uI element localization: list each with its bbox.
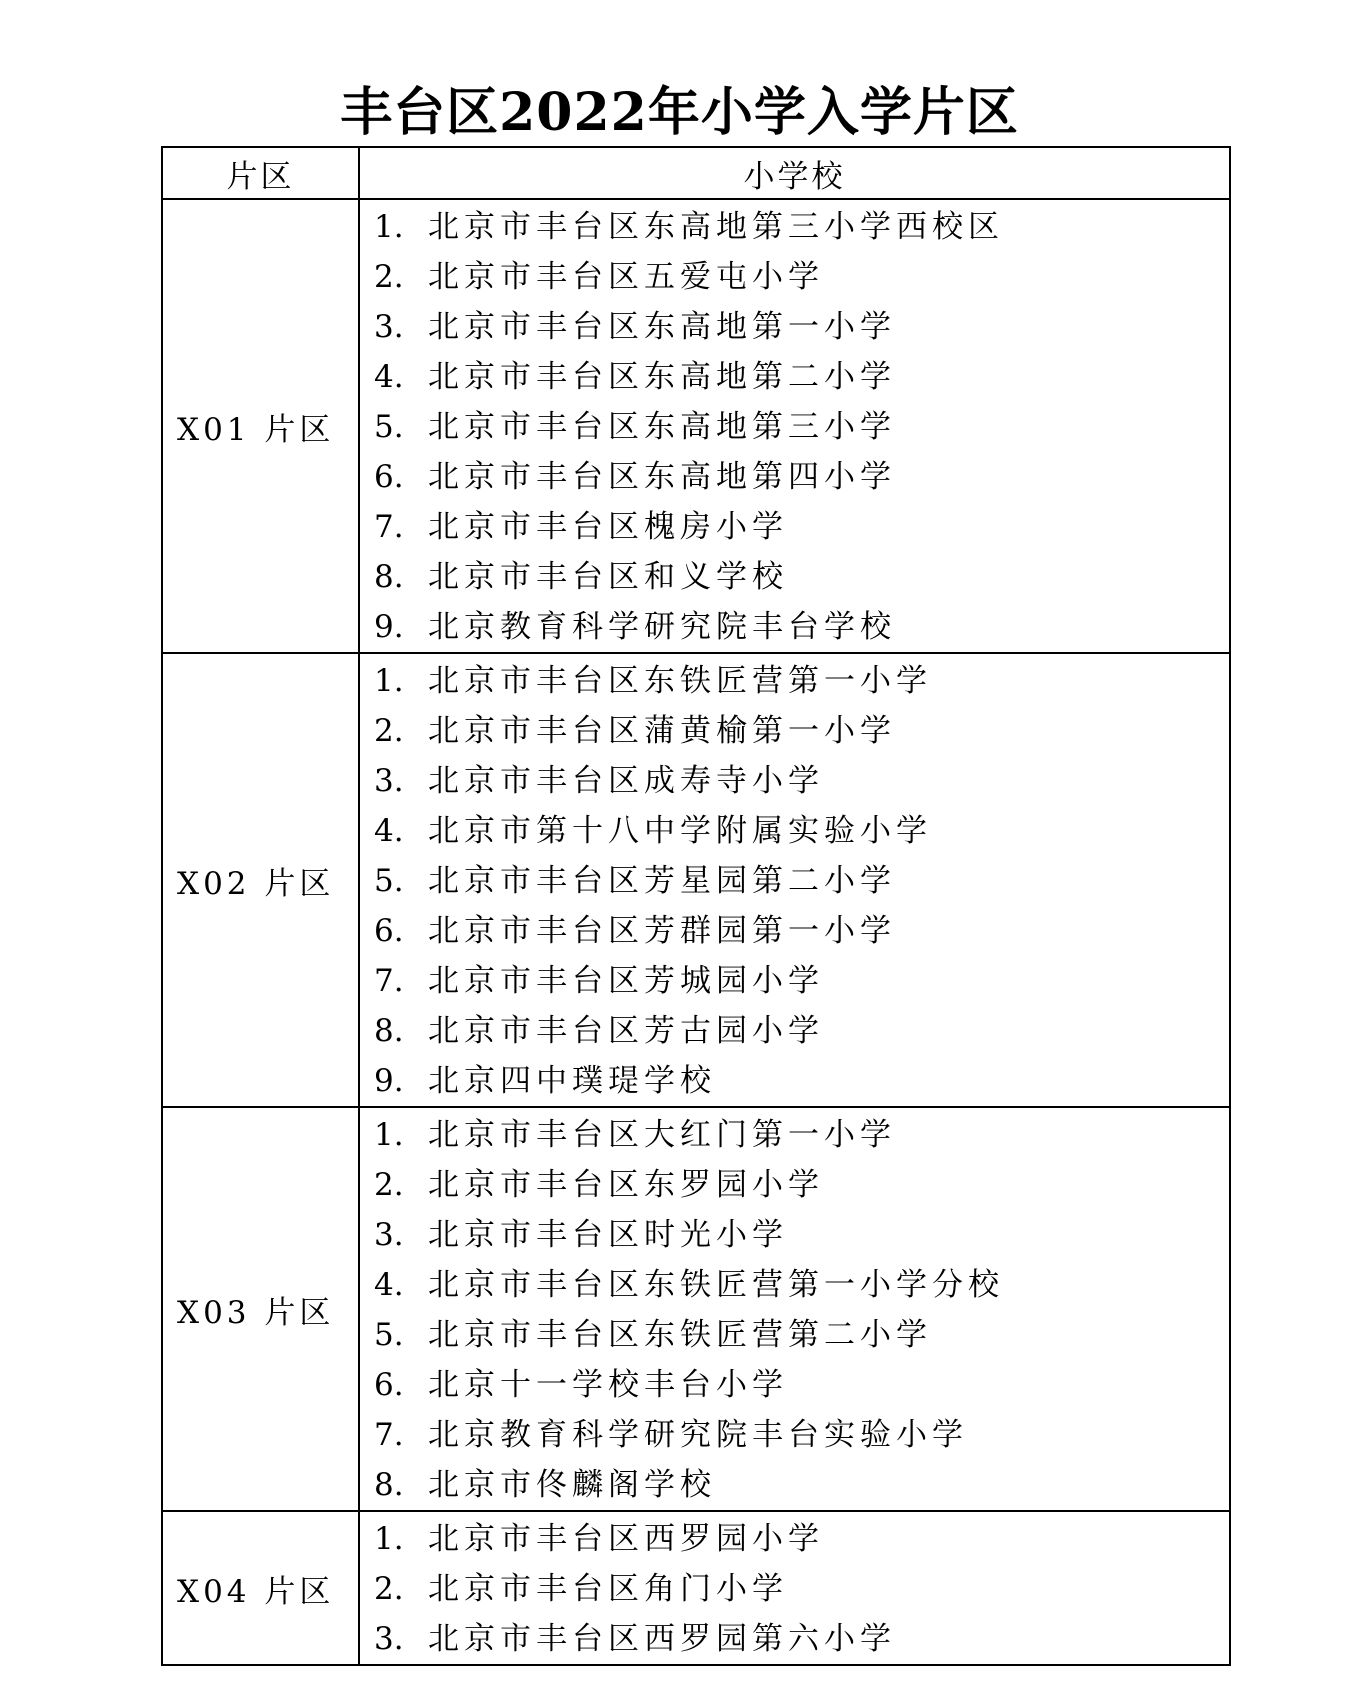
school-number: 4. — [374, 359, 404, 395]
school-item — [374, 956, 1229, 1006]
school-name: 北京市丰台区大红门第一小学 — [428, 1117, 896, 1153]
school-item — [374, 1410, 1229, 1460]
school-item — [374, 552, 1229, 602]
school-item — [374, 1514, 1229, 1564]
school-name: 北京市丰台区蒲黄榆第一小学 — [428, 713, 896, 749]
school-item — [374, 706, 1229, 756]
school-number: 3. — [374, 763, 404, 799]
school-item — [374, 1360, 1229, 1410]
school-name: 北京市丰台区西罗园第六小学 — [428, 1621, 896, 1657]
school-name: 北京市丰台区芳城园小学 — [428, 963, 824, 999]
school-number: 9. — [374, 609, 404, 645]
school-number: 1. — [374, 663, 404, 699]
school-number: 2. — [374, 259, 404, 295]
school-number: 3. — [374, 309, 404, 345]
school-item — [374, 856, 1229, 906]
table-body — [162, 199, 1230, 1665]
school-list — [374, 200, 1229, 652]
school-number: 1. — [374, 209, 404, 245]
zone-row — [162, 199, 1230, 653]
school-number: 9. — [374, 1063, 404, 1099]
school-item — [374, 1006, 1229, 1056]
school-item — [374, 252, 1229, 302]
school-item — [374, 1460, 1229, 1510]
school-name: 北京市丰台区东高地第三小学西校区 — [428, 209, 1004, 245]
school-number: 7. — [374, 1417, 404, 1453]
school-number: 8. — [374, 1013, 404, 1049]
district-table — [161, 146, 1231, 1666]
school-name: 北京市佟麟阁学校 — [428, 1467, 716, 1503]
school-list — [374, 1108, 1229, 1510]
school-name: 北京市丰台区东高地第二小学 — [428, 359, 896, 395]
school-name: 北京市丰台区角门小学 — [428, 1571, 788, 1607]
school-item — [374, 402, 1229, 452]
zone-schools — [359, 199, 1230, 653]
school-item — [374, 602, 1229, 652]
zone-row — [162, 1511, 1230, 1665]
school-item — [374, 352, 1229, 402]
school-number: 6. — [374, 459, 404, 495]
school-item — [374, 502, 1229, 552]
school-item — [374, 1564, 1229, 1614]
school-name: 北京市丰台区五爱屯小学 — [428, 259, 824, 295]
school-number: 8. — [374, 559, 404, 595]
school-item — [374, 202, 1229, 252]
school-item — [374, 656, 1229, 706]
school-name: 北京十一学校丰台小学 — [428, 1367, 788, 1403]
school-number: 2. — [374, 1167, 404, 1203]
school-name: 北京市丰台区东高地第一小学 — [428, 309, 896, 345]
school-name: 北京市丰台区东铁匠营第一小学 — [428, 663, 932, 699]
school-number: 5. — [374, 409, 404, 445]
school-item — [374, 1210, 1229, 1260]
zone-name: X01 片区 — [162, 199, 359, 653]
school-item — [374, 1260, 1229, 1310]
school-item — [374, 756, 1229, 806]
school-number: 6. — [374, 1367, 404, 1403]
school-name: 北京市丰台区芳星园第二小学 — [428, 863, 896, 899]
school-name: 北京教育科学研究院丰台学校 — [428, 609, 896, 645]
school-number: 5. — [374, 1317, 404, 1353]
school-number: 5. — [374, 863, 404, 899]
school-item — [374, 1110, 1229, 1160]
zone-row — [162, 1107, 1230, 1511]
zone-name: X02 片区 — [162, 653, 359, 1107]
school-number: 8. — [374, 1467, 404, 1503]
school-item — [374, 1614, 1229, 1664]
school-name: 北京市丰台区成寿寺小学 — [428, 763, 824, 799]
school-number: 1. — [374, 1521, 404, 1557]
school-number: 4. — [374, 813, 404, 849]
school-item — [374, 1310, 1229, 1360]
school-name: 北京市丰台区东罗园小学 — [428, 1167, 824, 1203]
school-number: 7. — [374, 509, 404, 545]
school-list — [374, 1512, 1229, 1664]
zone-row — [162, 653, 1230, 1107]
school-name: 北京市丰台区东铁匠营第一小学分校 — [428, 1267, 1004, 1303]
school-name: 北京市丰台区芳群园第一小学 — [428, 913, 896, 949]
school-list — [374, 654, 1229, 1106]
school-name: 北京教育科学研究院丰台实验小学 — [428, 1417, 968, 1453]
school-item — [374, 1160, 1229, 1210]
school-name: 北京市丰台区西罗园小学 — [428, 1521, 824, 1557]
school-number: 3. — [374, 1217, 404, 1253]
zone-name: X04 片区 — [162, 1511, 359, 1665]
school-number: 4. — [374, 1267, 404, 1303]
school-number: 3. — [374, 1621, 404, 1657]
school-name: 北京市丰台区时光小学 — [428, 1217, 788, 1253]
zone-name: X03 片区 — [162, 1107, 359, 1511]
page-title: 丰台区2022年小学入学片区 — [340, 82, 1019, 143]
school-number: 6. — [374, 913, 404, 949]
school-name: 北京四中璞瑅学校 — [428, 1063, 716, 1099]
school-item — [374, 1056, 1229, 1106]
table-header-row — [162, 147, 1230, 199]
header-schools: 小学校 — [359, 147, 1230, 199]
school-number: 2. — [374, 1571, 404, 1607]
school-item — [374, 452, 1229, 502]
school-name: 北京市丰台区槐房小学 — [428, 509, 788, 545]
school-name: 北京市丰台区东高地第四小学 — [428, 459, 896, 495]
school-item — [374, 906, 1229, 956]
zone-schools — [359, 1511, 1230, 1665]
school-name: 北京市第十八中学附属实验小学 — [428, 813, 932, 849]
school-number: 1. — [374, 1117, 404, 1153]
zone-schools — [359, 653, 1230, 1107]
school-number: 2. — [374, 713, 404, 749]
school-name: 北京市丰台区和义学校 — [428, 559, 788, 595]
header-zone: 片区 — [162, 147, 359, 199]
zone-schools — [359, 1107, 1230, 1511]
school-item — [374, 302, 1229, 352]
school-name: 北京市丰台区东高地第三小学 — [428, 409, 896, 445]
school-number: 7. — [374, 963, 404, 999]
school-item — [374, 806, 1229, 856]
school-name: 北京市丰台区东铁匠营第二小学 — [428, 1317, 932, 1353]
school-name: 北京市丰台区芳古园小学 — [428, 1013, 824, 1049]
